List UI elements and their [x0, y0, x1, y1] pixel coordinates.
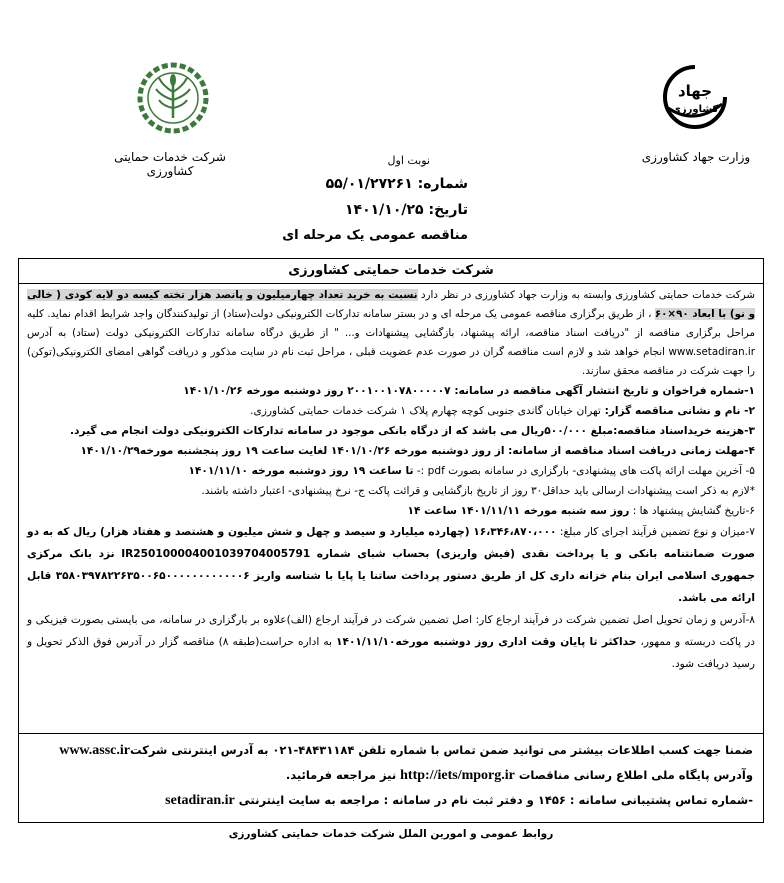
intro-text-highlight: نسبت به خرید تعداد چهارمیلیون و پانصد هزار تخته کیسه دو لایه کودی ( خالی و نو) با ابعاد ۹۰×۶۰	[27, 289, 755, 320]
item-6	[27, 501, 755, 521]
item-6-value: روز سه شنبه مورخه ۱۴۰۱/۱۱/۱۱ ساعت ۱۴	[407, 505, 630, 517]
item-5-value: تا ساعت ۱۹ روز دوشنبه مورخه ۱۴۰۱/۱۱/۱۰	[188, 465, 414, 477]
notice-body	[19, 284, 763, 675]
letter-number: شماره: ۵۵/۰۱/۲۷۲۶۱	[325, 176, 468, 192]
item-4: ۴-مهلت زمانی دریافت اسناد مناقصه از سامانه: از روز دوشنبه مورخه ۱۴۰۱/۱۰/۲۶ لغایت ساعت ۱۹ روز پنجشنبه مورخه۱۴۰۱/۱۰/۲۹	[80, 445, 755, 457]
item-5	[27, 461, 755, 481]
item-1: ۱-شماره فراخوان و تاریخ انتشار آگهی مناقصه در سامانه: ۲۰۰۱۰۰۱۰۷۸۰۰۰۰۰۷ روز دوشنبه مورخه ۱۴۰۱/۱۰/۲۶	[183, 385, 755, 397]
intro-paragraph	[27, 286, 755, 381]
footer-signature: روابط عمومی و امورین الملل شرکت خدمات حمایتی کشاورزی	[228, 828, 554, 840]
left-org-name: شرکت خدمات حمایتی کشاورزی	[114, 150, 226, 178]
item-7-value: ۱۶،۳۴۶،۸۷۰،۰۰۰ (چهارده میلیارد و سیصد و چهل و شش میلیون و هشتصد و هفتاد هزار) ریال که به دو صورت ضمانتنامه بانکی و یا پرداخت نقدی (فیش واریزی) بحساب شبای شماره IR250100004001039704005791 نزد بانک مرکزی جمهوری اسلامی ایران بنام خزانه داری کل از طریق دستور پرداخت ساتنا یا پایا با شناسه واریز ۳۵۸۰۳۹۷۸۲۲۶۳۵۰۰۶۵۰۰۰۰۰۰۰۰۰۰۰۰۶ قابل ارائه می باشد.	[27, 526, 755, 604]
item-7-label: ۷-میزان و نوع تضمین فرآیند اجرای کار مبلغ:	[556, 526, 755, 538]
contact-line-2-suffix: نیز مراجعه فرمائید.	[285, 768, 401, 782]
contact-line-2	[29, 763, 753, 788]
item-8-deadline: حداکثر تا پایان وقت اداری روز دوشنبه مورخه۱۴۰۱/۱۱/۱۰	[336, 636, 637, 648]
item-5-label: ۵- آخرین مهلت ارائه پاکت های پیشنهادی- بارگزاری در سامانه بصورت pdf :-	[413, 465, 755, 477]
contact-line-2-text: وآدرس پایگاه ملی اطلاع رسانی مناقصات	[514, 768, 753, 782]
contact-line-1-text: ضمنا جهت کسب اطلاعات بیشتر می توانید ضمن تماس با شماره تلفن ۴۸۴۳۱۱۸۴-۰۲۱ به آدرس اینترنتی شرکت	[129, 743, 753, 757]
tender-portal-link[interactable]: http://iets/mporg.ir	[400, 768, 515, 783]
company-website-link[interactable]: www.assc.ir	[59, 743, 130, 758]
contact-line-3	[29, 788, 753, 813]
tender-type: مناقصه عمومی یک مرحله ای	[282, 228, 468, 243]
item-8-text-c: به اداره حراست(طبقه ۸) مناقصه گزار در آدرس فوق الذکر تحویل و رسید دریافت شود.	[27, 636, 755, 670]
round-label: نوبت اول	[387, 154, 430, 167]
contact-section	[19, 733, 763, 813]
item-2	[27, 401, 755, 421]
jihad-logo-icon	[662, 64, 728, 134]
contact-line-1	[29, 738, 753, 763]
item-2-label: ۲- نام و نشانی مناقصه گزار:	[600, 405, 755, 417]
setad-website-link[interactable]: setadiran.ir	[165, 793, 235, 808]
item-7	[27, 521, 755, 609]
item-6-label: ۶-تاریخ گشایش پیشنهاد ها :	[629, 505, 755, 517]
contact-line-3-text: -شماره تماس پشتیبانی سامانه : ۱۴۵۶ و دفتر ثبت نام در سامانه : مراجعه به سایت اینترنتی	[238, 793, 753, 807]
box-title: شرکت خدمات حمایتی کشاورزی	[19, 259, 763, 284]
item-5-note: *لازم به ذکر است پیشنهادات ارسالی باید حداقل۳۰ روز از تاریخ بازگشایی و قرائت پاکت ج- نرخ پیشنهادی- اعتبار داشته باشند.	[201, 485, 755, 497]
item-3: ۳-هزینه خریداسناد مناقصه:مبلغ ۵۰۰/۰۰۰ریال می باشد که از درگاه بانکی موجود در سامانه تدارکات الکترونیکی دولت انجام می گیرد.	[70, 425, 755, 437]
intro-text-a: شرکت خدمات حمایتی کشاورزی وابسته به وزارت جهاد کشاورزی در نظر دارد	[417, 289, 756, 301]
logo-text-top: جهاد	[677, 82, 713, 100]
right-org-name: وزارت جهاد کشاورزی	[641, 150, 751, 164]
item-8-text-a: ۸-آدرس و زمان تحویل اصل تضمین شرکت در فرآیند ارجاع کار: اصل تضمین شرکت در فرآیند ارجاع (الف)علاوه بر بارگزاری در سامانه، می بایستی بصورت فیزیکی و در پاکت دربسته و ممهور،	[27, 614, 755, 648]
assc-logo-icon	[137, 62, 209, 134]
intro-text-c: ، از طریق برگزاری مناقصه عمومی یک مرحله ای و در بستر سامانه تدارکات الکترونیکی دولت(ستاد) از تولیدکنندگان واجد شرایط اقدام نماید. کلیه مراحل برگزاری مناقصه از "دریافت اسناد مناقصه، ارائه پیشنهاد، بازگشایی پیشنهادات و... " از طریق درگاه سامانه تدارکات الکترونیکی دولت (ستاد) به آدرس www.setadiran.ir انجام خواهد شد و لازم است مناقصه گران در صورت عدم عضویت قبلی ، مراحل ثبت نام در سایت مذکور و دریافت گواهی امضای الکترونیکی(توکن) را جهت شرکت در مناقصه محقق سازند.	[27, 308, 755, 377]
item-8	[27, 609, 755, 675]
logo-text-bottom: کشاورزی	[671, 104, 719, 115]
letter-date: تاریخ: ۱۴۰۱/۱۰/۲۵	[345, 202, 468, 218]
tender-notice-box	[18, 258, 764, 823]
item-2-value: تهران خیابان گاندی جنوبی کوچه چهارم پلاک ۱ شرکت خدمات حمایتی کشاورزی.	[250, 405, 601, 417]
